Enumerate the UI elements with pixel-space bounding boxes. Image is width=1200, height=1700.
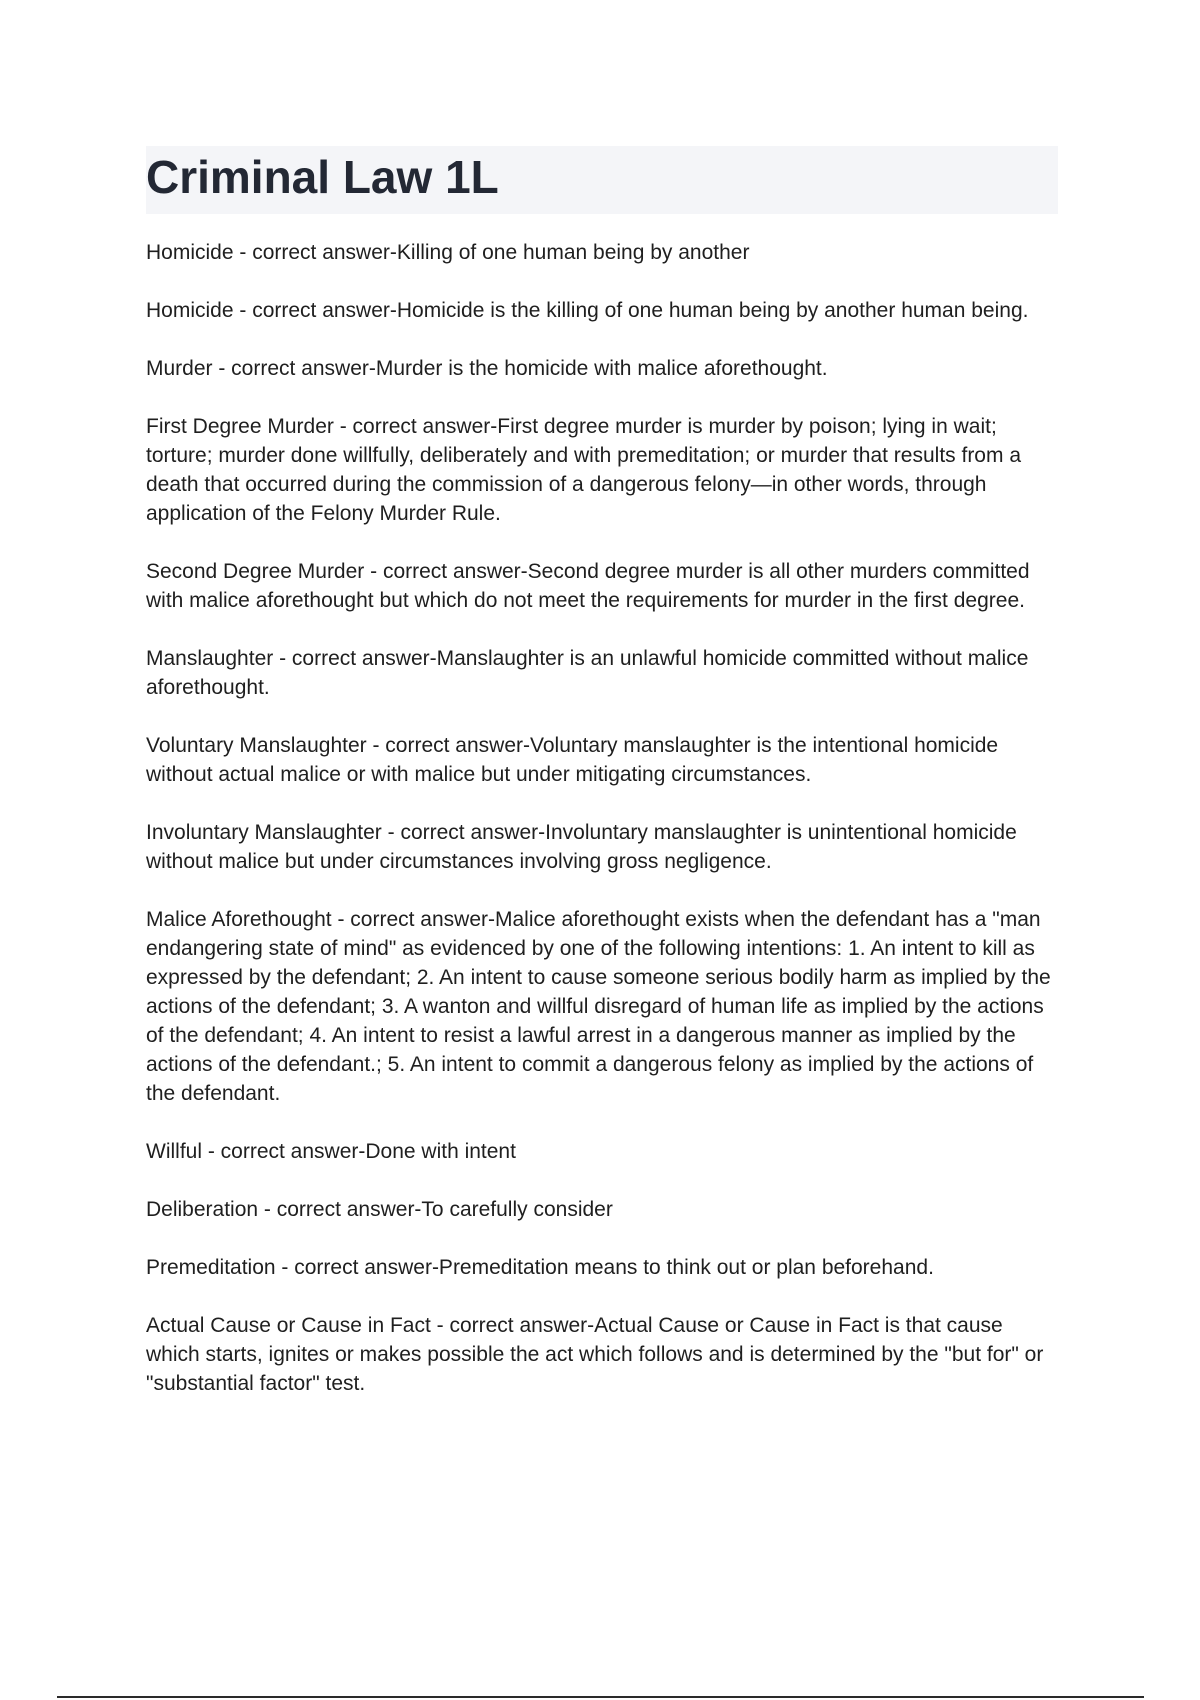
entry-involuntary-manslaughter: Involuntary Manslaughter - correct answer-Involuntary manslaughter is unintentional homicide without malice but under circumstances involving gross negligence. xyxy=(146,821,1017,873)
entry-willful: Willful - correct answer-Done with intent xyxy=(146,1140,516,1163)
footer-divider xyxy=(57,1696,1144,1698)
entry-malice-aforethought: Malice Aforethought - correct answer-Malice aforethought exists when the defendant has a "man endangering state of mind" as evidenced by one of the following intentions: 1. An intent to kill as expressed by the defendant; 2. An intent to cause someone serious bodily harm as implied by the actions of the defendant; 3. A wanton and willful disregard of human life as implied by the actions of the defendant; 4. An intent to resist a lawful arrest in a dangerous manner as implied by the actions of the defendant.; 5. An intent to commit a dangerous felony as implied by the actions of the defendant. xyxy=(146,908,1051,1105)
entry-first-degree-murder: First Degree Murder - correct answer-First degree murder is murder by poison; lying in wait; torture; murder done willfully, deliberately and with premeditation; or murder that results from a death that occurred during the commission of a dangerous felony—in other words, through application of the Felony Murder Rule. xyxy=(146,415,1021,525)
entry-murder: Murder - correct answer-Murder is the homicide with malice aforethought. xyxy=(146,357,828,380)
entry-homicide-2: Homicide - correct answer-Homicide is the killing of one human being by another human being. xyxy=(146,299,1029,322)
entry-actual-cause: Actual Cause or Cause in Fact - correct answer-Actual Cause or Cause in Fact is that cause which starts, ignites or makes possible the act which follows and is determined by the "but for" or "substantial factor" test. xyxy=(146,1314,1044,1395)
entry-homicide-1: Homicide - correct answer-Killing of one human being by another xyxy=(146,241,750,264)
entry-list xyxy=(146,238,1058,1427)
title-bar xyxy=(146,146,1058,214)
document-title: Criminal Law 1L xyxy=(146,151,499,203)
entry-deliberation: Deliberation - correct answer-To carefully consider xyxy=(146,1198,613,1221)
entry-premeditation: Premeditation - correct answer-Premeditation means to think out or plan beforehand. xyxy=(146,1256,934,1279)
entry-manslaughter: Manslaughter - correct answer-Manslaughter is an unlawful homicide committed without malice aforethought. xyxy=(146,647,1029,699)
entry-voluntary-manslaughter: Voluntary Manslaughter - correct answer-Voluntary manslaughter is the intentional homicide without actual malice or with malice but under mitigating circumstances. xyxy=(146,734,999,786)
entry-second-degree-murder: Second Degree Murder - correct answer-Second degree murder is all other murders committed with malice aforethought but which do not meet the requirements for murder in the first degree. xyxy=(146,560,1030,612)
